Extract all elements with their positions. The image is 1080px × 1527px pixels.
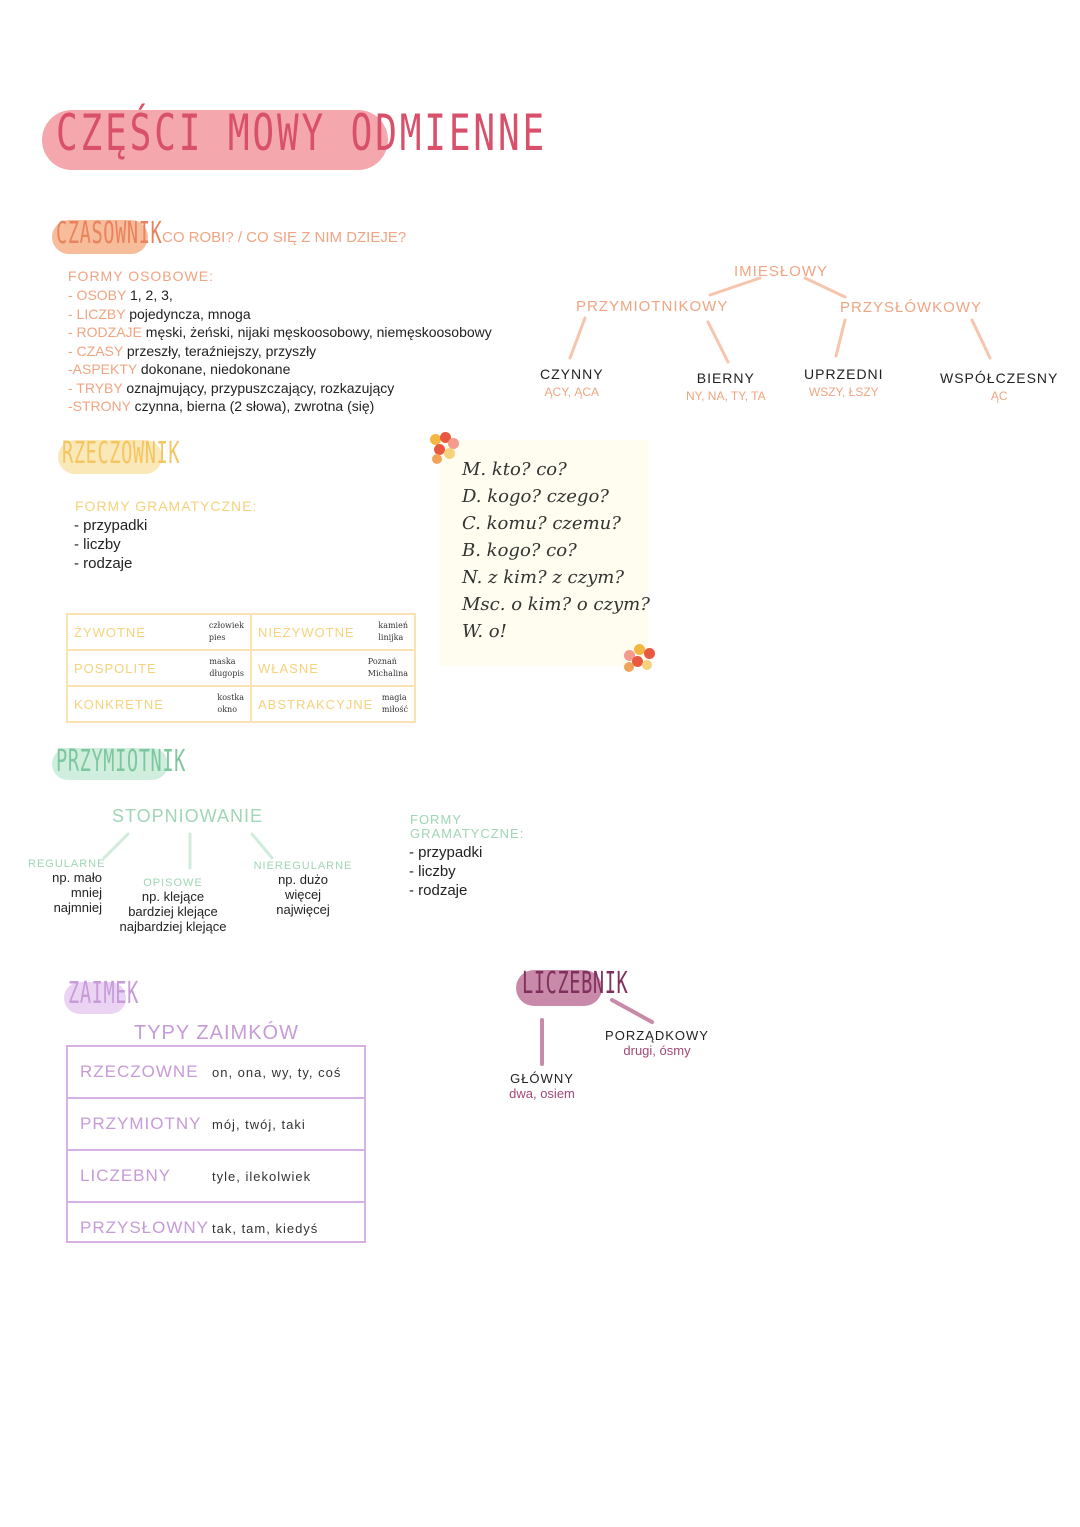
tree-line (805, 278, 845, 297)
table-cell: POSPOLITE maska długopis (67, 650, 251, 686)
imieslow-leaf-czynny: CZYNNY ĄCY, ĄCA (540, 366, 604, 399)
table-cell: ABSTRAKCYJNE magia miłość (251, 686, 415, 722)
tree-line (836, 320, 845, 356)
imieslow-leaf-wspolczesny: WSPÓŁCZESNY ĄC (940, 370, 1059, 403)
liczebnik-glowny: GŁÓWNY dwa, osiem (509, 1071, 575, 1101)
table-cell: WŁASNE Poznań Michalina (251, 650, 415, 686)
imieslow-root: IMIESŁOWY (734, 263, 829, 280)
rzeczownik-heading: RZECZOWNIK (62, 436, 181, 471)
forms-row: -STRONY czynna, bierna (2 słowa), zwrotna (się) (68, 398, 375, 414)
imieslow-right: PRZYSŁÓWKOWY (840, 299, 983, 316)
zaimek-table (68, 1047, 364, 1253)
stopniowanie-lines (0, 0, 400, 900)
table-cell: ŻYWOTNE człowiek pies (67, 614, 251, 650)
tree-line (972, 320, 990, 358)
imieslow-left: PRZYMIOTNIKOWY (576, 298, 729, 315)
imieslow-leaf-bierny: BIERNY NY, NA, TY, TA (686, 370, 766, 403)
liczebnik-heading: LICZEBNIK (522, 966, 629, 1001)
tree-line (252, 834, 272, 858)
page-title: CZĘŚCI MOWY ODMIENNE (56, 104, 548, 162)
forms-row: - TRYBY oznajmujący, przypuszczający, rozkazujący (68, 379, 395, 396)
stopniowanie-label: STOPNIOWANIE (112, 806, 264, 826)
opisowe-group: OPISOWE np. klejące bardziej klejące najbardziej klejące (119, 877, 227, 934)
tree-line (104, 834, 128, 858)
tree-line (710, 278, 760, 295)
nieregularne-group: NIEREGULARNE np. dużo więcej najwięcej (253, 860, 353, 917)
rzeczownik-forms-list: - przypadki - liczby - rodzaje (74, 517, 148, 572)
czasownik-heading: CZASOWNIK (56, 216, 163, 251)
czasownik-forms-label: FORMY OSOBOWE: (68, 268, 214, 284)
tree-line (708, 322, 728, 362)
table-cell: NIEŻYWOTNE kamień linijka (251, 614, 415, 650)
liczebnik-porzadkowy: PORZĄDKOWY drugi, ósmy (605, 1028, 709, 1058)
zaimek-types-title: TYPY ZAIMKÓW (134, 1022, 299, 1044)
rzeczownik-forms-label: FORMY GRAMATYCZNE: (75, 498, 258, 514)
table-row: LICZEBNY tyle, ilekolwiek (68, 1150, 364, 1202)
przymiotnik-forms-label: FORMY GRAMATYCZNE: (410, 812, 525, 841)
forms-row: - RODZAJE męski, żeński, nijaki męskoosobowy, niemęskoosobowy (68, 324, 492, 340)
forms-row: - LICZBY pojedyncza, mnoga (68, 305, 251, 322)
forms-row: -ASPEKTY dokonane, niedokonane (68, 361, 291, 377)
przymiotnik-heading: PRZYMIOTNIK (56, 744, 187, 779)
flower-decoration-icon (620, 640, 660, 680)
regularne-group: REGULARNE np. mało mniej najmniej (28, 858, 106, 915)
przymiotnik-forms-list: - przypadki - liczby - rodzaje (409, 844, 483, 899)
table-row: PRZYSŁOWNY tak, tam, kiedyś (68, 1202, 364, 1253)
forms-row: - OSOBY 1, 2, 3, (68, 287, 173, 303)
tree-line (612, 1000, 652, 1022)
imieslow-leaf-uprzedni: UPRZEDNI WSZY, ŁSZY (804, 366, 884, 399)
zaimek-heading: ZAIMEK (68, 976, 139, 1011)
table-row: RZECZOWNE on, ona, wy, ty, coś (68, 1047, 364, 1098)
table-cell: KONKRETNE kostka okno (67, 686, 251, 722)
table-row: PRZYMIOTNY mój, twój, taki (68, 1098, 364, 1150)
forms-row: - CZASY przeszły, teraźniejszy, przyszły (68, 342, 317, 359)
przypadki-list: M. kto? co? D. kogo? czego? C. komu? czemu? B. kogo? co? N. z kim? z czym? Msc. o kim? o czym? W. o! (462, 459, 650, 642)
czasownik-question: CO ROBI? / CO SIĘ Z NIM DZIEJE? (162, 229, 407, 246)
tree-line (570, 318, 585, 358)
flower-decoration-icon (426, 430, 466, 470)
